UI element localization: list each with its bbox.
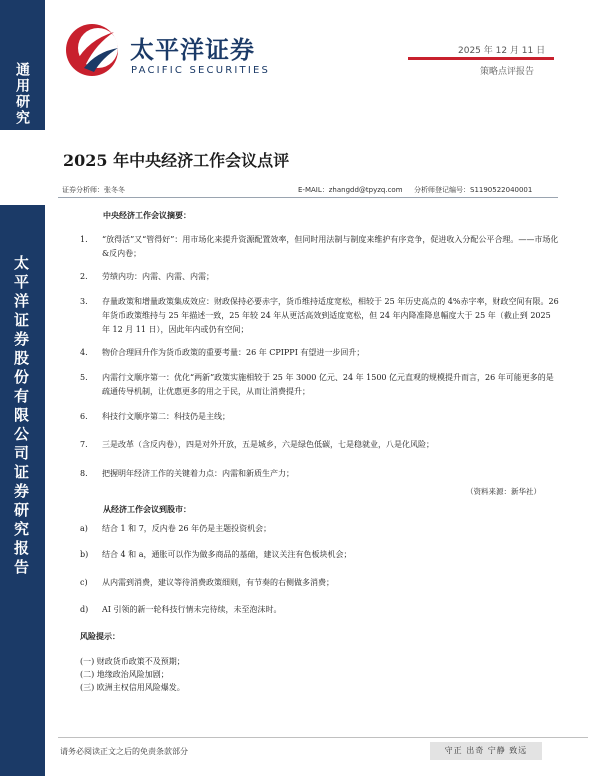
risk-heading: 风险提示：: [80, 631, 120, 641]
brand-name-cn: 太平洋证券: [130, 36, 255, 64]
summary-item-text: 内需行文顺序第一：优化“两新”政策实施相较于 25 年 3000 亿元、24 年 1500 亿元直观的规模提升而言，26 年可能更多的是疏通传导机制，让优惠更多的用之于民，从而让消费提升；: [102, 373, 554, 396]
analyst-name: 证券分析师：张冬冬: [62, 186, 125, 194]
sidebar-category-label: 通用研究: [14, 62, 30, 126]
sidebar-company-label: 太平洋证券股份有限公司证券研究报告: [12, 255, 30, 578]
market-item-label: d): [80, 605, 89, 614]
summary-item-number: 6.: [80, 412, 88, 421]
summary-item-text: “放得活”又“管得好”：用市场化来提升资源配置效率，但同时用法制与制度来维护有序竞争，促进收入分配公平合理。——市场化&反内卷；: [102, 235, 559, 258]
meta-divider: [58, 197, 558, 198]
summary-item-number: 3.: [80, 297, 88, 306]
market-item-label: b): [80, 550, 89, 559]
risk-item: (二) 地缘政治风险加剧；: [80, 670, 169, 679]
summary-item-text: 劳绩内功：内需、内需、内需；: [102, 272, 214, 281]
brand-name-en: PACIFIC SECURITIES: [131, 65, 271, 76]
summary-item-number: 7.: [80, 440, 88, 449]
summary-item-number: 1.: [80, 235, 88, 244]
company-motto: 守正 出奇 宁静 致远: [430, 742, 542, 760]
summary-item-text: 三是改革（含反内卷），四是对外开放，五是城乡，六是绿色低碳，七是稳就业，八是化风险；: [102, 440, 434, 449]
market-item-text: AI 引领的新一轮科技行情未完待续，未至泡沫时。: [102, 605, 282, 614]
footer-divider: [58, 737, 588, 738]
disclaimer-note: 请务必阅读正文之后的免责条款部分: [60, 747, 188, 756]
header-accent-line: [408, 57, 554, 60]
summary-item-number: 8.: [80, 469, 88, 478]
summary-item-text: 存量政策和增量政策集成效应：财政保持必要赤字，货币维持适度宽松，相较于 25 年历史高点的 4%赤字率，财政空间有限。26 年货币政策维持与 25 年描述一致，25 年较 24 年从更活高效到适度宽松，但 24 年内降准降息幅度大于 25 年（截止到 2025 年 12 月 11 日），因此年内或仍有空间；: [102, 297, 559, 334]
summary-item-text: 科技行文顺序第二：科技仍是主线；: [102, 412, 230, 421]
market-heading: 从经济工作会议到股市：: [103, 504, 191, 514]
summary-item-number: 4.: [80, 348, 88, 357]
analyst-license: 分析师登记编号：S1190522040001: [414, 186, 533, 194]
summary-item: [80, 233, 560, 261]
risk-item: (三) 欧洲主权信用风险爆发。: [80, 683, 185, 692]
market-item-label: a): [80, 524, 88, 533]
report-date: 2025 年 12 月 11 日: [458, 46, 546, 56]
summary-heading: 中央经济工作会议摘要：: [103, 210, 191, 220]
report-title: 2025 年中央经济工作会议点评: [63, 151, 290, 170]
market-item-label: c): [80, 578, 88, 587]
report-type: 策略点评报告: [480, 67, 535, 77]
market-item-text: 结合 4 和 a，通胀可以作为做多商品的基础，建议关注有色板块机会；: [102, 550, 352, 559]
analyst-email: E-MAIL：zhangdd@tpyzq.com: [298, 186, 403, 194]
summary-item-text: 把握明年经济工作的关键着力点：内需和新质生产力；: [102, 469, 294, 478]
market-item-text: 从内需到消费，建议等待消费政策细则，有节奏的右侧做多消费；: [102, 578, 334, 587]
summary-item-number: 2.: [80, 272, 88, 281]
risk-item: (一) 财政货币政策不及预期；: [80, 657, 185, 666]
summary-item-text: 物价合理回升作为货币政策的重要考量：26 年 CPIPPI 有望进一步回升；: [102, 348, 365, 357]
pacific-securities-logo-icon: [62, 18, 122, 78]
source-note: （资料来源：新华社）: [466, 487, 541, 496]
summary-item-number: 5.: [80, 373, 88, 382]
market-item-text: 结合 1 和 7，反内卷 26 年仍是主题投资机会；: [102, 524, 272, 533]
